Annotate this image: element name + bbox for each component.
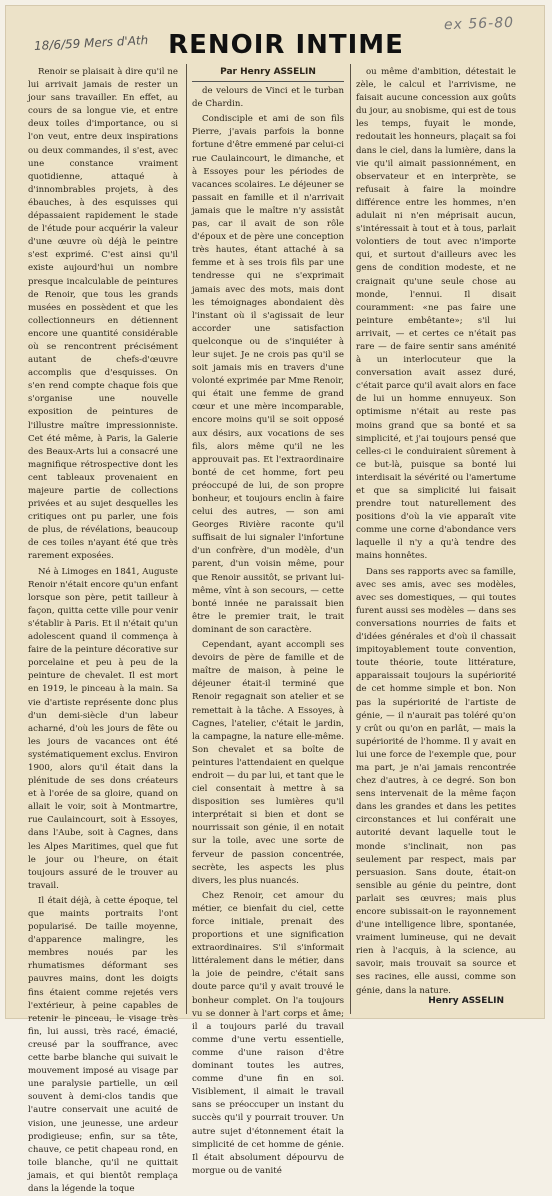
paragraph: ou même d'ambition, détestait le zèle, le calcul et l'arrivisme, ne faisait aucune concession aux goûts du jour, au snobisme, qui est de tous les temps, fuyait le monde, redoutait les honneurs, plaçait sa foi dans le ciel, dans la lumière, dans la vie qu'il aimait passionnément, en observateur et en interprète, se refusait à faire la moindre différence entre les hommes, n'en adulait ni n'en méprisait aucun, s'intéressait à tout et à tous, parlait volontiers de tout avec n'importe qui, et surtout d'ailleurs avec les gens de condition modeste, et ne craignait qu'une seule chose au monde, l'ennui. Il disait couramment: «ne pas faire une peinture embêtante»; s'il lui arrivait, — et certes ce n'était pas rare — de faire sentir sans aménité à un interlocuteur que la conversation avait assez duré, c'était parce qu'il avait alors en face de lui un homme ennuyeux. Son optimisme n'était au reste pas moins grand que sa bonté et sa simplicité, et j'ai toujours pensé que celles-ci le conduiraient sûrement à ce but-là, puisque sa bonté lui interdisait la sévérité ou l'amertume et que sa simplicité lui faisait prendre tout naturellement des positions d'où la vie apparaît vite comme une corne d'abondance vers laquelle il n'y a qu'à tendre des mains honnêtes.: [356, 67, 516, 562]
column-divider: [350, 64, 351, 1014]
paragraph: Renoir se plaisait à dire qu'il ne lui arrivait jamais de rester un jour sans travailler. En effet, au cours de sa longue vie, et entre deux toiles d'importance, ou si l'on veut, entre deux inspirations ou deux commandes, il s'est, avec une constance vraiment quotidienne, attaqué à d'innombrables projets, à des ébauches, à des esquisses qui dépassaient rapidement le stade de l'étude pour acquérir la valeur d'une œuvre où déjà le peintre s'est exprimé. C'est ainsi qu'il existe aujourd'hui un nombre presque incalculable de peintures de Renoir, que tous les grands musées en possèdent et que les collectionneurs en détiennent encore une quantité considérable où se rencontrent précisément autant de chefs-d'œuvre accomplis que d'esquisses. On s'en rend compte chaque fois que s'organise une nouvelle exposition de peintures de l'illustre maître impressionniste. Cet été même, à Paris, la Galerie des Beaux-Arts lui a consacré une magnifique rétrospective dont les cent tableaux provenaient en majeure partie de collections privées et au sujet desquelles les critiques ont pu parler, une fois de plus, de révélations, beaucoup de ces toiles n'ayant été que très rarement exposées.: [28, 67, 178, 562]
article-column-3: [356, 66, 516, 1010]
byline: Par Henry ASSELIN: [192, 66, 344, 82]
catalog-number-annotation: ex 56-80: [443, 14, 515, 34]
paragraph: Cependant, ayant accompli ses devoirs de père de famille et de maître de maison, à peine le déjeuner était-il terminé que Renoir regagnait son atelier et se remettait à la tâche. A Essoyes, à Cagnes, l'atelier, c'était le jardin, la campagne, la nature elle-même. Son chevalet et sa boîte de peintures l'attendaient en quelque endroit — du par lui, et tant que le ciel consentait à mettre à sa disposition ses lumières qu'il interprétait si bien et dont se nourrissait son génie, il en notait sur la toile, avec une sorte de ferveur de passion concentrée, secrète, les aspects les plus divers, les plus nuancés.: [192, 640, 344, 886]
article-column-1: [28, 66, 178, 1194]
paragraph: Dans ses rapports avec sa famille, avec ses amis, avec ses modèles, avec ses domestiques, — qui toutes furent aussi ses modèles — dans ses conversations nourries de faits et d'idées générales et d'où il chassait impitoyablement toute convention, toute théorie, toute littérature, apparaissait toujours la supériorité de cet homme simple et bon. Non pas la supériorité de l'artiste de génie, — il n'aurait pas toléré qu'on y crût ou qu'on en parlât, — mais la supériorité de l'homme. Il y avait en lui une force de l'exemple que, pour ma part, je n'ai jamais rencontrée chez d'autres, à ce degré. Son bon sens intervenait de la même façon dans les grandes et dans les petites circonstances et lui conférait une autorité devant laquelle tout le monde s'inclinait, non pas seulement par respect, mais par persuasion. Sans doute, était-on sensible au génie du peintre, dont parlait ses œuvres; mais plus encore subissait-on le rayonnement d'une intelligence libre, spontanée, vraiment lumineuse, qui ne devait rien à l'acquis, à la science, au savoir, mais trouvait sa source et ses racines, elle aussi, comme son génie, dans la nature.: [356, 566, 516, 996]
paragraph: Chez Renoir, cet amour du métier, ce bienfait du ciel, cette force initiale, prenait des proportions et une signification extraordinaires. S'il s'informait littéralement dans le métier, dans la joie de peindre, c'était sans doute parce qu'il y avait trouvé le bonheur complet. On l'a toujours vu se donner à l'art corps et âme; il a toujours parlé du travail comme d'une vertu essentielle, comme d'une raison d'être dominant toutes les autres, comme d'une fin en soi. Visiblement, il aimait le travail sans se préoccuper un instant du succès qu'il y pourrait trouver. Un autre sujet d'étonnement était la simplicité de cet homme de génie. Il était absolument dépourvu de morgue ou de vanité: [192, 890, 344, 1176]
paragraph: Né à Limoges en 1841, Auguste Renoir n'était encore qu'un enfant lorsque son père, petit tailleur à façon, quitta cette ville pour venir s'établir à Paris. Et il n'était qu'un adolescent quand il commença à faire de la peinture décorative sur porcelaine et peu à peu de la peinture de chevalet. Il est mort en 1919, le pinceau à la main. Sa vie d'artiste représente donc plus d'un demi-siècle d'un labeur acharné, d'où les jours de fête ou les jours de vacances ont été systématiquement exclus. Environ 1900, alors qu'il était dans la plénitude de ses dons créateurs et à l'orée de sa gloire, quand on allait le voir, soit à Montmartre, rue Caulaincourt, soit à Essoyes, dans l'Aube, soit à Cagnes, dans les Alpes Maritimes, quel que fut le jour ou l'heure, on était toujours assuré de le trouver au travail.: [28, 566, 178, 891]
handwritten-date-annotation: 18/6/59 Mers d'Ath: [33, 33, 149, 53]
article-title: RENOIR INTIME: [168, 30, 404, 60]
author-signature: Henry ASSELIN: [428, 996, 504, 1006]
article-column-2: [192, 66, 344, 1176]
paragraph: de velours de Vinci et le turban de Chardin.: [192, 86, 344, 110]
column-divider: [186, 64, 187, 1014]
newspaper-clipping: [6, 6, 544, 1194]
paragraph: Il était déjà, à cette époque, tel que maints portraits l'ont popularisé. De taille moyenne, d'apparence malingre, les membres noués par les rhumatismes déformant ses pauvres mains, dont les doigts fins étaient comme rejetés vers l'extérieur, à peine capables de retenir le pinceau, le visage très fin, lui aussi, très racé, émacié, creusé par la souffrance, avec cette barbe blanche qui suivait le mouvement imposé au visage par une paralysie partielle, un œil souvent à demi-clos tandis que l'autre conservait une acuité de vision, une jeunesse, une ardeur prodigieuse; enfin, sur sa tête, chauve, ce petit chapeau rond, en toile blanche, qu'il ne quittait jamais, et qui bientôt remplaça dans la légende la toque: [28, 895, 178, 1194]
paragraph: Condisciple et ami de son fils Pierre, j'avais parfois la bonne fortune d'être emmené par celui-ci rue Caulaincourt, le dimanche, et à Essoyes pour les périodes de vacances scolaires. Le déjeuner se passait en famille et il n'arrivait jamais que le maître n'y assistât pas, car il avait de son rôle d'époux et de père une conception très hautes, étant attaché à sa femme et à ses trois fils par une tendresse qui ne s'exprimait jamais avec des mots, mais dont les témoignages abondaient dès l'instant où il s'agissait de leur accorder une satisfaction quelconque ou de s'inquiéter à leur sujet. Je ne crois pas qu'il se soit jamais mis en travers d'une volonté exprimée par Mme Renoir, qui était une femme de grand cœur et une mère incomparable, encore moins qu'il se soit opposé aux désirs, aux vocations de ses fils, alors même qu'il ne les approuvait pas. Et l'extraordinaire bonté de cet homme, fort peu préoccupé de lui, de son propre bonheur, et toujours enclin à faire celui des autres, — son ami Georges Rivière raconte qu'il suffisait de lui signaler l'infortune d'un confrère, d'un modèle, d'un parent, d'un voisin même, pour que Renoir aussitôt, se privant lui-même, vînt à son secours, — cette bonté innée ne paraissait bien être le premier trait, le trait dominant de son caractère.: [192, 114, 344, 635]
